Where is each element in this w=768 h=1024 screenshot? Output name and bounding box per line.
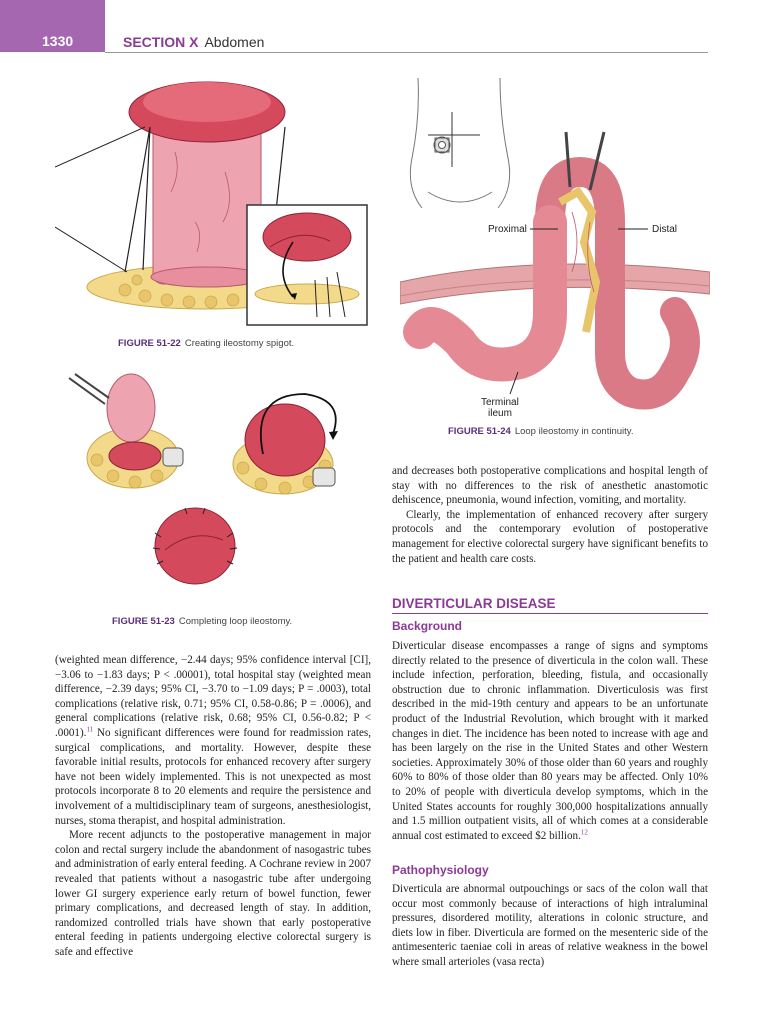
caption-text: Creating ileostomy spigot. <box>184 338 295 349</box>
paragraph: Clearly, the implementation of enhanced recovery after surgery protocols and the contemporary evolution of postoperative management for elective colorectal surgery have significant benefits to the patient and health care costs. <box>392 508 708 565</box>
heading-diverticular-disease: DIVERTICULAR DISEASE <box>392 596 708 614</box>
figure-51-23-illustration <box>65 368 355 608</box>
paragraph: More recent adjuncts to the postoperative management in major colon and rectal surgery include the abandonment of nasogastric tubes and administration of early enteral feeding. A Cochrane review in 2007 revealed that patients without a nasogastric tube after undergoing lower GI surgery experience early return of bowel function, fewer primary complications, and decreased length of stay. In addition, randomized controlled trials have shown that early postoperative enteral feeding in patients undergoing elective colorectal surgery is safe and effective <box>55 829 371 958</box>
caption-text: Completing loop ileostomy. <box>178 616 293 627</box>
paragraph: and decreases both postoperative complications and hospital length of stay with no differences to the risk of anesthetic anastomotic dehiscence, pneumonia, wound infection, vomiting, and mortality. <box>392 465 708 507</box>
figure-51-24-illustration <box>400 72 710 422</box>
header-rule <box>105 52 708 53</box>
section-heading <box>123 34 264 50</box>
figure-number: FIGURE 51-23 <box>112 616 175 627</box>
paragraph: Diverticula are abnormal outpouchings or sacs of the colon wall that occur most commonly because of interactions of high intraluminal pressures, disordered motility, alterations in colonic structure, and diets low in fiber. Diverticula are formed on the mesenteric side of the antimesenteric taeniae coli in areas of relative weakness in the bowel where small arterioles (vasa recta) <box>392 883 708 968</box>
background-section <box>392 639 708 843</box>
figure-number: FIGURE 51-24 <box>448 426 511 437</box>
section-title: Abdomen <box>204 34 265 50</box>
section-number: SECTION X <box>123 34 199 50</box>
caption-text: Loop ileostomy in continuity. <box>514 426 634 437</box>
page-number: 1330 <box>42 33 74 49</box>
reference: 11 <box>86 725 94 734</box>
paragraph <box>55 653 371 828</box>
paragraph-text: No significant differences were found for readmission rates, surgical complications, and mortality. However, despite these favorable initial results, protocols for enhanced recovery after surgery have not been widely implemented. This is not unexpected as most protocols incorporate 8 to 20 elements and require the persistence and involvement of a multidisciplinary team of surgeons, anesthesiologist, nurses, stoma therapist, and hospital administration. <box>55 726 371 827</box>
reference: 12 <box>580 828 588 837</box>
pathophysiology-section <box>392 882 708 970</box>
figure-number: FIGURE 51-22 <box>118 338 181 349</box>
right-column-top <box>392 464 708 566</box>
paragraph-text: Diverticular disease encompasses a range of signs and symptoms directly related to the presence of diverticula in the colon wall. These include infection, perforation, bleeding, fistula, and occasionally obstruction due to chronic inflammation. Diverticulosis was first described in the mid-19th century and appears to be an unfortunate product of the Industrial Revolution, which brought with it marked changes in diet. The incidence has been noted to increase with age and has been largely on the rise in the United States and other Western societies. Approximately 30% of those older than 60 years and roughly 60% to 80% of those older than 80 years may be affected. Only 10% to 20% of people with diverticula develop symptoms, which in the United States accounts for roughly 300,000 hospitalizations annually and 1.5 million outpatient visits, all of which comes at a considerable annual cost estimated to exceed $2 billion. <box>392 640 708 842</box>
paragraph <box>392 639 708 843</box>
left-column <box>55 653 371 959</box>
figure-51-22-illustration <box>55 72 375 334</box>
subheading-background: Background <box>392 619 463 633</box>
label-proximal: Proximal <box>488 224 527 235</box>
figure-51-23-caption <box>112 616 292 627</box>
label-terminal: Terminal <box>481 397 519 408</box>
label-ileum: ileum <box>488 408 512 419</box>
subheading-pathophysiology: Pathophysiology <box>392 863 489 877</box>
label-distal: Distal <box>652 224 678 235</box>
figure-51-22-caption <box>118 338 294 349</box>
paragraph-text: (weighted mean difference, −2.44 days; 95% confidence interval [CI], −3.06 to −1.83 days; P < .00001), total hospital stay (weighted mean difference, −2.39 days; 95% CI, −3.70 to −1.09 days; P = .0003), total complications (relative risk, 0.71; 95% CI, 0.58-0.86; P = .0006), and general complications (relative risk, 0.68; 95% CI, 0.56-0.82; P < .0001). <box>55 654 371 739</box>
figure-51-24-caption <box>448 426 633 437</box>
